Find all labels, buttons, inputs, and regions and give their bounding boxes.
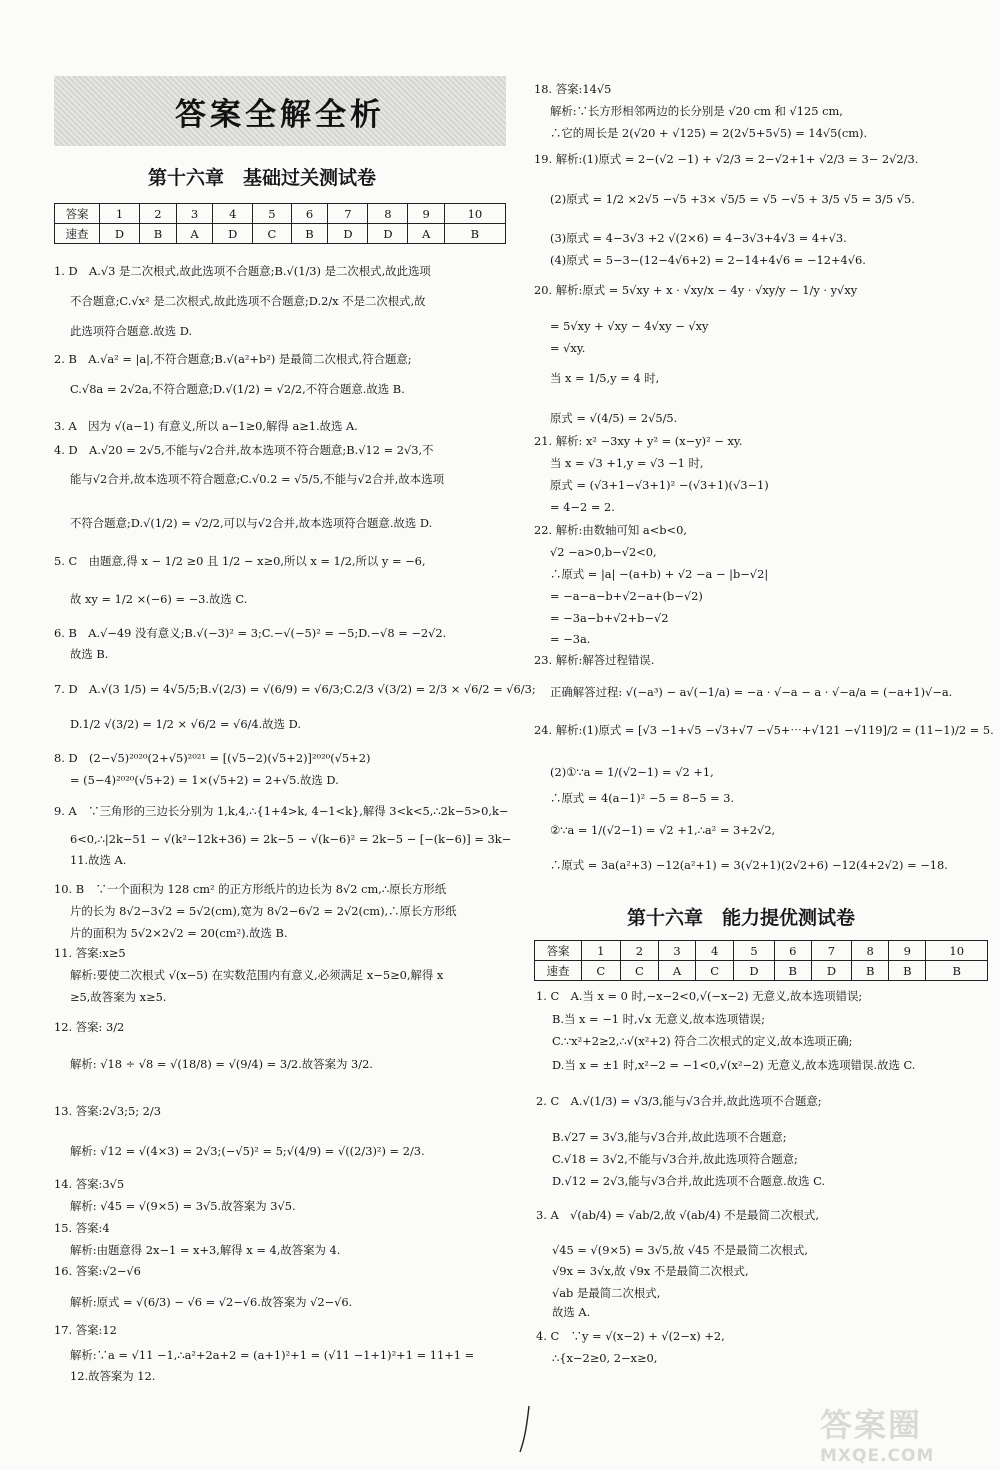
text-line: 不合题意;C.√x² 是二次根式,故此选项不合题意;D.2/x 不是二次根式,故 <box>70 294 426 308</box>
table-cell: B <box>139 224 176 244</box>
text-line: 1. D A.√3 是二次根式,故此选项不合题意;B.√(1/3) 是二次根式,故此选项 <box>54 264 431 278</box>
table-cell: 2 <box>139 204 176 224</box>
text-line: ∴原式 = 3a(a²+3) −12(a²+1) = 3(√2+1)(2√2+6) −12(4+2√2) = −18. <box>550 858 948 872</box>
table-cell: 6 <box>291 204 328 224</box>
table-cell: A <box>176 224 212 244</box>
table-cell: 9 <box>889 941 926 961</box>
text-line: √2 −a>0,b−√2<0, <box>550 545 657 559</box>
text-line: 片的长为 8√2−3√2 = 5√2(cm),宽为 8√2−6√2 = 2√2(cm),∴原长方形纸 <box>70 904 457 918</box>
text-line: 能与√2合并,故本选项不符合题意;C.√0.2 = √5/5,不能与√2合并,故本选项 <box>70 472 444 486</box>
text-line: ∴原式 = |a| −(a+b) + √2 −a − |b−√2| <box>550 567 769 581</box>
table-cell: 5 <box>734 941 774 961</box>
banner <box>54 76 506 146</box>
table-label: 答案 <box>535 941 582 961</box>
text-line: √45 = √(9×5) = 3√5,故 √45 不是最简二次根式, <box>552 1243 809 1257</box>
text-line: 19. 解析:(1)原式 = 2−(√2 −1) + √2/3 = 2−√2+1+ √2/3 = 3− 2√2/3. <box>534 152 919 166</box>
text-line: = √xy. <box>550 341 586 355</box>
text-line: 解析:原式 = √(6/3) − √6 = √2−√6.故答案为 √2−√6. <box>70 1295 353 1309</box>
text-line: 12. 答案: 3/2 <box>54 1020 125 1034</box>
text-line: 6. B A.√−49 没有意义;B.√(−3)² = 3;C.−√(−5)² = −5;D.−√8 = −2√2. <box>54 626 447 640</box>
table-cell: D <box>811 961 851 981</box>
text-line: ∴{x−2≥0, 2−x≥0, <box>552 1351 658 1365</box>
table-cell: D <box>213 224 253 244</box>
table-cell: B <box>444 224 505 244</box>
table-cell: 7 <box>328 204 368 224</box>
text-line: 解析:∵长方形相邻两边的长分别是 √20 cm 和 √125 cm, <box>550 104 843 118</box>
text-line: 5. C 由题意,得 x − 1/2 ≥0 且 1/2 − x≥0,所以 x = 1/2,所以 y = −6, <box>54 554 426 568</box>
table-cell: 3 <box>659 941 696 961</box>
page-mark-stroke <box>516 1404 534 1454</box>
text-line: 片的面积为 5√2×2√2 = 20(cm²).故选 B. <box>70 926 288 940</box>
text-line: 2. B A.√a² = |a|,不符合题意;B.√(a²+b²) 是最简二次根式,符合题意; <box>54 352 412 366</box>
text-line: 解析:∵a = √11 −1,∴a²+2a+2 = (a+1)²+1 = (√11 −1+1)²+1 = 11+1 = <box>70 1348 475 1362</box>
text-line: 解析: √12 = √(4×3) = 2√3;(−√5)² = 5;√(4/9) = √((2/3)²) = 2/3. <box>70 1144 425 1158</box>
table-cell: 1 <box>100 204 140 224</box>
watermark-logo-text: 答案圈 <box>820 1406 923 1444</box>
text-line: 4. D A.√20 = 2√5,不能与√2合并,故本选项不符合题意;B.√12 = 2√3,不 <box>54 443 434 457</box>
text-line: 3. A √(ab/4) = √ab/2,故 √(ab/4) 不是最简二次根式, <box>536 1208 819 1222</box>
table-cell: 8 <box>852 941 889 961</box>
text-line: √ab 是最简二次根式, <box>552 1286 661 1300</box>
text-line: 12.故答案为 12. <box>70 1369 156 1383</box>
section1-title: 第十六章 基础过关测试卷 <box>148 167 377 189</box>
table-cell: 2 <box>620 941 659 961</box>
table-cell: B <box>774 961 811 981</box>
table-cell: B <box>852 961 889 981</box>
text-line: 7. D A.√(3 1/5) = 4√5/5;B.√(2/3) = √(6/9) = √6/3;C.2/3 √(3/2) = 2/3 × √6/2 = √6/3; <box>54 682 536 696</box>
text-line: 8. D (2−√5)²⁰²⁰(2+√5)²⁰²¹ = [(√5−2)(√5+2)]²⁰²⁰(√5+2) <box>54 751 371 765</box>
watermark-url: MXQE.COM <box>820 1446 935 1466</box>
table-label: 速查 <box>535 961 582 981</box>
table-cell: 3 <box>176 204 212 224</box>
text-line: B.当 x = −1 时,√x 无意义,故本选项错误; <box>552 1012 765 1026</box>
table-cell: 10 <box>926 941 988 961</box>
text-line: C.√18 = 3√2,不能与√3合并,故此选项符合题意; <box>552 1152 798 1166</box>
text-line: ②∵a = 1/(√2−1) = √2 +1,∴a² = 3+2√2, <box>550 823 776 837</box>
text-line: 20. 解析:原式 = 5√xy + x · √xy/x − 4y · √xy/y − 1/y · y√xy <box>534 283 858 297</box>
text-line: 14. 答案:3√5 <box>54 1177 125 1191</box>
text-line: 4. C ∵y = √(x−2) + √(2−x) +2, <box>536 1329 725 1343</box>
text-line: 9. A ∵三角形的三边长分别为 1,k,4,∴{1+4>k, 4−1<k},解得 3<k<5,∴2k−5>0,k− <box>54 804 509 818</box>
text-line: 故 xy = 1/2 ×(−6) = −3.故选 C. <box>70 592 248 606</box>
answer-table-row-numbers <box>55 204 506 224</box>
text-line: 原式 = (√3+1−√3+1)² −(√3+1)(√3−1) <box>550 478 769 492</box>
table-cell: A <box>408 224 444 244</box>
text-line: 13. 答案:2√3;5; 2/3 <box>54 1104 161 1118</box>
text-line: 11. 答案:x≥5 <box>54 946 126 960</box>
text-line: C.√8a = 2√2a,不符合题意;D.√(1/2) = √2/2,不符合题意.故选 B. <box>70 382 405 396</box>
table-cell: B <box>926 961 988 981</box>
text-line: √9x = 3√x,故 √9x 不是最简二次根式, <box>552 1264 749 1278</box>
table-label: 答案 <box>55 204 100 224</box>
table-cell: A <box>659 961 696 981</box>
text-line: 17. 答案:12 <box>54 1323 117 1337</box>
text-line: 2. C A.√(1/3) = √3/3,能与√3合并,故此选项不合题意; <box>536 1094 822 1108</box>
text-line: 不符合题意;D.√(1/2) = √2/2,可以与√2合并,故本选项符合题意.故选 D. <box>70 516 433 530</box>
text-line: D.1/2 √(3/2) = 1/2 × √6/2 = √6/4.故选 D. <box>70 717 302 731</box>
text-line: (2)①∵a = 1/(√2−1) = √2 +1, <box>550 765 714 779</box>
watermark <box>820 1400 990 1466</box>
table-cell: 4 <box>213 204 253 224</box>
answer-table-1 <box>54 203 506 244</box>
text-line: = −a−a−b+√2−a+(b−√2) <box>550 589 703 603</box>
text-line: 21. 解析: x² −3xy + y² = (x−y)² − xy. <box>534 434 743 448</box>
text-line: 15. 答案:4 <box>54 1221 110 1235</box>
table-cell: 1 <box>582 941 621 961</box>
text-line: ∴它的周长是 2(√20 + √125) = 2(2√5+5√5) = 14√5(cm). <box>550 126 868 140</box>
text-line: 1. C A.当 x = 0 时,−x−2<0,√(−x−2) 无意义,故本选项错误; <box>536 989 863 1003</box>
text-line: D.当 x = ±1 时,x²−2 = −1<0,√(x²−2) 无意义,故本选项错误.故选 C. <box>552 1058 916 1072</box>
text-line: 解析: √18 ÷ √8 = √(18/8) = √(9/4) = 3/2.故答案为 3/2. <box>70 1057 373 1071</box>
text-line: 24. 解析:(1)原式 = [√3 −1+√5 −√3+√7 −√5+⋯+√121 −√119]/2 = (11−1)/2 = 5. <box>534 723 994 737</box>
table-cell: 7 <box>811 941 851 961</box>
text-line: 故选 A. <box>552 1305 591 1319</box>
table-cell: D <box>100 224 140 244</box>
table-cell: 10 <box>444 204 505 224</box>
text-line: C.∵x²+2≥2,∴√(x²+2) 符合二次根式的定义,故本选项正确; <box>552 1034 853 1048</box>
section2-title: 第十六章 能力提优测试卷 <box>627 907 856 929</box>
text-line: 11.故选 A. <box>70 853 127 867</box>
table-cell: 6 <box>774 941 811 961</box>
text-line: 正确解答过程: √(−a³) − a√(−1/a) = −a · √−a − a · √−a/a = (−a+1)√−a. <box>550 685 953 699</box>
text-line: ≥5,故答案为 x≥5. <box>70 990 167 1004</box>
table-label: 速查 <box>55 224 100 244</box>
table-cell: C <box>582 961 621 981</box>
text-line: 解析: √45 = √(9×5) = 3√5.故答案为 3√5. <box>70 1199 296 1213</box>
text-line: B.√27 = 3√3,能与√3合并,故此选项不合题意; <box>552 1130 787 1144</box>
text-line: (2)原式 = 1/2 ×2√5 −√5 +3× √5/5 = √5 −√5 + 3/5 √5 = 3/5 √5. <box>550 192 915 206</box>
answer-table-row-answers <box>535 961 988 981</box>
text-line: D.√12 = 2√3,能与√3合并,故此选项不合题意.故选 C. <box>552 1174 826 1188</box>
table-cell: D <box>368 224 408 244</box>
text-line: 当 x = 1/5,y = 4 时, <box>550 371 660 385</box>
table-cell: C <box>695 961 734 981</box>
table-cell: C <box>253 224 291 244</box>
text-line: 解析:由题意得 2x−1 = x+3,解得 x = 4,故答案为 4. <box>70 1243 341 1257</box>
text-line: 此选项符合题意.故选 D. <box>70 324 193 338</box>
text-line: 18. 答案:14√5 <box>534 82 612 96</box>
table-cell: 8 <box>368 204 408 224</box>
text-line: = −3a. <box>550 632 591 646</box>
text-line: (4)原式 = 5−3−(12−4√6+2) = 2−14+4√6 = −12+4√6. <box>550 253 866 267</box>
table-cell: 4 <box>695 941 734 961</box>
table-cell: D <box>734 961 774 981</box>
text-line: 22. 解析:由数轴可知 a<b<0, <box>534 523 687 537</box>
text-line: ∴原式 = 4(a−1)² −5 = 8−5 = 3. <box>550 791 735 805</box>
text-line: 当 x = √3 +1,y = √3 −1 时, <box>550 456 704 470</box>
text-line: 23. 解析:解答过程错误. <box>534 653 655 667</box>
text-line: 10. B ∵一个面积为 128 cm² 的正方形纸片的边长为 8√2 cm,∴原长方形纸 <box>54 882 447 896</box>
answer-table-row-answers <box>55 224 506 244</box>
text-line: 3. A 因为 √(a−1) 有意义,所以 a−1≥0,解得 a≥1.故选 A. <box>54 419 358 433</box>
text-line: = 4−2 = 2. <box>550 500 615 514</box>
text-line: = (5−4)²⁰²⁰(√5+2) = 1×(√5+2) = 2+√5.故选 D. <box>70 773 339 787</box>
text-line: = 5√xy + √xy − 4√xy − √xy <box>550 319 709 333</box>
table-cell: 5 <box>253 204 291 224</box>
text-line: 解析:要使二次根式 √(x−5) 在实数范围内有意义,必须满足 x−5≥0,解得 x <box>70 968 444 982</box>
table-cell: B <box>889 961 926 981</box>
table-cell: C <box>620 961 659 981</box>
table-cell: B <box>291 224 328 244</box>
text-line: 原式 = √(4/5) = 2√5/5. <box>550 411 678 425</box>
answer-table-row-numbers <box>535 941 988 961</box>
table-cell: D <box>328 224 368 244</box>
text-line: 6<0,∴|2k−51 − √(k²−12k+36) = 2k−5 − √(k−6)² = 2k−5 − [−(k−6)] = 3k− <box>70 832 512 846</box>
table-cell: 9 <box>408 204 444 224</box>
banner-title: 答案全解全析 <box>175 96 385 133</box>
text-line: 16. 答案:√2−√6 <box>54 1264 141 1278</box>
text-line: 故选 B. <box>70 647 109 661</box>
text-line: = −3a−b+√2+b−√2 <box>550 611 669 625</box>
answer-table-2 <box>534 940 988 981</box>
text-line: (3)原式 = 4−3√3 +2 √(2×6) = 4−3√3+4√3 = 4+√3. <box>550 231 847 245</box>
